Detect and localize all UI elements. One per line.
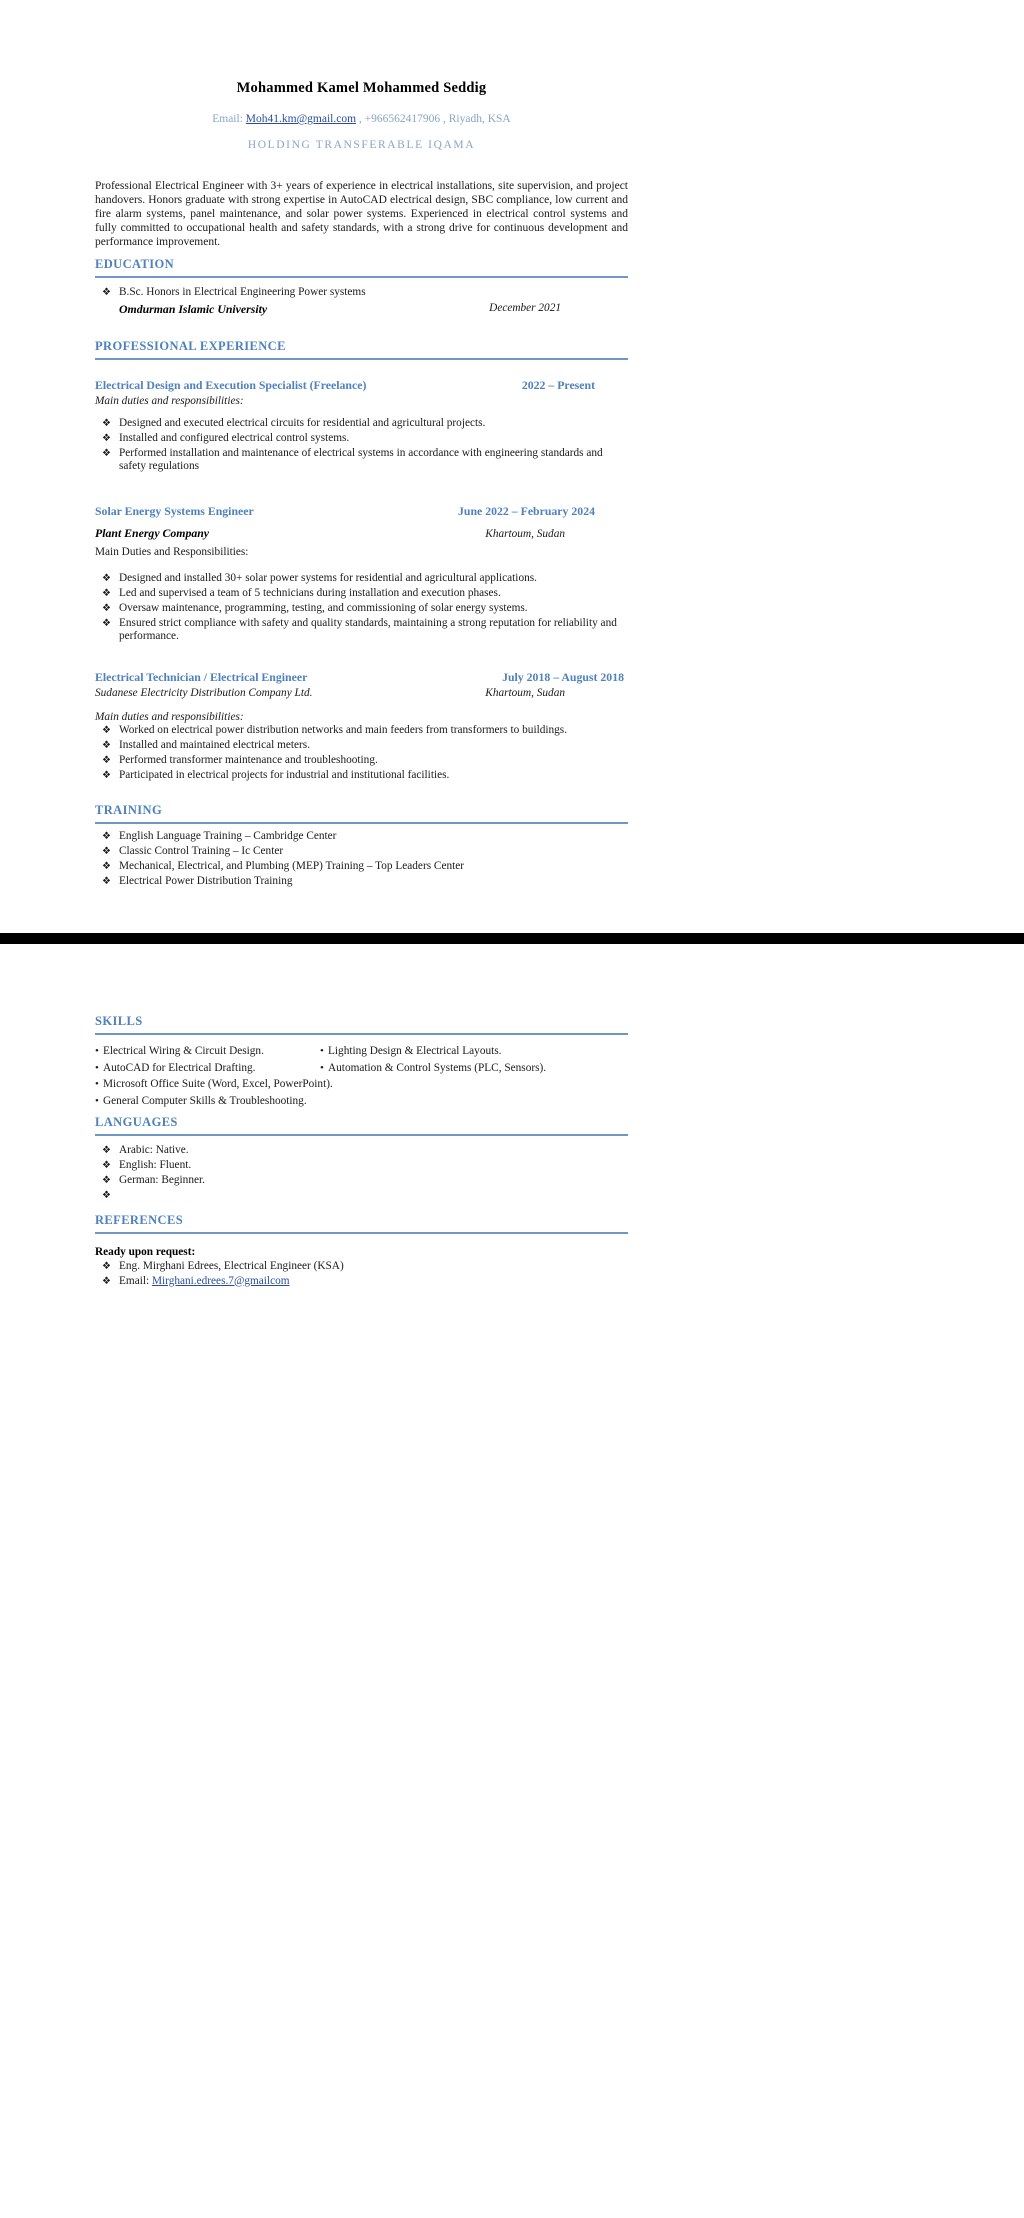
- list-item: ❖ Arabic: Native.: [102, 1144, 189, 1156]
- references-note: Ready upon request:: [95, 1245, 196, 1258]
- list-item: ❖ Participated in electrical projects for industrial and institutional facilities.: [102, 769, 450, 781]
- list-item: ❖ English: Fluent.: [102, 1159, 192, 1171]
- resume-page-1: [0, 0, 1024, 933]
- diamond-bullet-icon: ❖: [102, 860, 111, 872]
- list-item: ❖ Electrical Power Distribution Training: [102, 874, 293, 887]
- email-link[interactable]: Moh41.km@gmail.com: [245, 113, 357, 125]
- contact-line: [95, 113, 628, 125]
- job2-location: Khartoum, Sudan: [485, 527, 565, 540]
- iqama-line: HOLDING TRANSFERABLE IQAMA: [247, 139, 476, 151]
- skills-row: [95, 1093, 628, 1110]
- diamond-bullet-icon: ❖: [102, 1190, 111, 1201]
- diamond-bullet-icon: ❖: [102, 417, 111, 429]
- section-heading-references: REFERENCES: [95, 1213, 628, 1234]
- job3-bullet-list: [95, 724, 628, 783]
- diamond-bullet-icon: ❖: [102, 432, 111, 444]
- list-item: ❖ Designed and installed 30+ solar power systems for residential and agricultural applications.: [102, 571, 537, 584]
- languages-list: [95, 1144, 628, 1203]
- job1-title-row: [95, 378, 628, 393]
- email-label: Email:: [212, 113, 246, 125]
- job3-company-row: [95, 687, 628, 699]
- candidate-name: Mohammed Kamel Mohammed Seddig: [236, 80, 487, 96]
- reference-email-label: Email:: [119, 1274, 152, 1287]
- list-item: [95, 1189, 628, 1203]
- education-degree: B.Sc. Honors in Electrical Engineering Power systems: [119, 286, 366, 298]
- education-date: December 2021: [489, 301, 561, 314]
- diamond-bullet-icon: ❖: [102, 755, 111, 766]
- job3-location: Khartoum, Sudan: [485, 686, 565, 699]
- section-heading-training: TRAINING: [95, 803, 628, 824]
- list-item: ❖ Led and supervised a team of 5 technicians during installation and execution phases.: [102, 586, 501, 599]
- job3-title-row: [95, 670, 628, 685]
- diamond-bullet-icon: ❖: [102, 875, 111, 887]
- contact-tail: , +966562417906 , Riyadh, KSA: [356, 113, 511, 125]
- skills-list: [95, 1043, 628, 1109]
- list-item: ❖ Performed transformer maintenance and troubleshooting.: [102, 754, 378, 766]
- diamond-bullet-icon: ❖: [102, 830, 111, 842]
- diamond-bullet-icon: ❖: [102, 1275, 111, 1287]
- diamond-bullet-icon: ❖: [102, 1145, 111, 1156]
- job2-duties-label: Main Duties and Responsibilities:: [95, 545, 249, 558]
- list-item: ❖ Worked on electrical power distribution networks and main feeders from transformers to buildings.: [102, 724, 568, 736]
- diamond-bullet-icon: ❖: [102, 617, 111, 629]
- dot-bullet-icon: •: [95, 1094, 99, 1107]
- reference-person: Eng. Mirghani Edrees, Electrical Engineer (KSA): [119, 1259, 344, 1272]
- job1-bullet-list: [95, 417, 628, 474]
- list-item: ❖ Ensured strict compliance with safety and quality standards, maintaining a strong reputation for reliability and performance.: [102, 616, 617, 642]
- job1-title: Electrical Design and Execution Specialist (Freelance): [95, 377, 367, 392]
- skills-row: [95, 1060, 628, 1077]
- section-heading-education: EDUCATION: [95, 257, 628, 278]
- diamond-bullet-icon: ❖: [102, 725, 111, 736]
- list-item: ❖ Installed and configured electrical control systems.: [102, 431, 350, 444]
- job2-company: Plant Energy Company: [95, 525, 210, 540]
- section-heading-skills: SKILLS: [95, 1014, 628, 1035]
- list-item: ❖ German: Beginner.: [102, 1174, 205, 1186]
- page-separator: [0, 933, 1024, 944]
- job2-title: Solar Energy Systems Engineer: [95, 503, 254, 518]
- job2-title-row: [95, 504, 628, 519]
- skills-row: [95, 1076, 628, 1093]
- education-school-row: [95, 302, 628, 317]
- skill-item: • Automation & Control Systems (PLC, Sensors).: [320, 1060, 546, 1077]
- diamond-bullet-icon: ❖: [102, 740, 111, 751]
- job1-date: 2022 – Present: [521, 377, 595, 392]
- job3-company: Sudanese Electricity Distribution Company Ltd.: [95, 686, 313, 699]
- section-heading-experience: PROFESSIONAL EXPERIENCE: [95, 339, 628, 360]
- diamond-bullet-icon: ❖: [102, 447, 111, 459]
- list-item: ❖ English Language Training – Cambridge Center: [102, 829, 337, 842]
- dot-bullet-icon: •: [95, 1061, 99, 1074]
- list-item: ❖ Designed and executed electrical circuits for residential and agricultural projects.: [102, 416, 486, 429]
- dot-bullet-icon: •: [95, 1045, 99, 1057]
- diamond-bullet-icon: ❖: [102, 572, 111, 584]
- diamond-bullet-icon: ❖: [102, 602, 111, 614]
- diamond-bullet-icon: ❖: [102, 587, 111, 599]
- list-item: ❖ Classic Control Training – Ic Center: [102, 844, 284, 857]
- reference-email-link[interactable]: Mirghani.edrees.7@gmailcom: [151, 1274, 290, 1287]
- job3-duties-label: Main duties and responsibilities:: [95, 710, 244, 723]
- dot-bullet-icon: •: [320, 1061, 324, 1074]
- dot-bullet-icon: •: [95, 1078, 99, 1090]
- diamond-bullet-icon: ❖: [102, 770, 111, 781]
- list-item: ❖ Performed installation and maintenance of electrical systems in accordance with engineering standards and safety regulations: [102, 446, 603, 472]
- list-item: ❖ Oversaw maintenance, programming, testing, and commissioning of solar energy systems.: [102, 601, 528, 614]
- list-item: ❖ Mechanical, Electrical, and Plumbing (MEP) Training – Top Leaders Center: [102, 859, 465, 872]
- skill-item: • Electrical Wiring & Circuit Design.: [95, 1043, 320, 1060]
- dot-bullet-icon: •: [320, 1045, 324, 1057]
- summary-paragraph: Professional Electrical Engineer with 3+ years of experience in electrical installations, site supervision, and project handovers. Honors graduate with strong expertise in AutoCAD electrical design, SBC compliance, low current and fire alarm systems, panel maintenance, and solar power systems. Experienced in electrical control systems and fully committed to occupational health and safety standards, with a strong drive for continuous development and performance improvement.: [95, 180, 628, 248]
- diamond-bullet-icon: ❖: [102, 845, 111, 857]
- training-list: [95, 830, 628, 889]
- skill-item: • Microsoft Office Suite (Word, Excel, PowerPoint).: [95, 1076, 333, 1093]
- job2-bullet-list: [95, 572, 628, 644]
- education-school: Omdurman Islamic University: [119, 301, 268, 316]
- skill-item: • AutoCAD for Electrical Drafting.: [95, 1060, 320, 1077]
- list-item: ❖ Installed and maintained electrical meters.: [102, 739, 311, 751]
- skill-item: • Lighting Design & Electrical Layouts.: [320, 1043, 502, 1060]
- diamond-bullet-icon: ❖: [102, 287, 111, 298]
- job3-date: July 2018 – August 2018: [502, 669, 624, 684]
- education-list: [95, 286, 628, 300]
- diamond-bullet-icon: ❖: [102, 1160, 111, 1171]
- section-heading-languages: LANGUAGES: [95, 1115, 628, 1136]
- job2-company-row: [95, 526, 628, 541]
- diamond-bullet-icon: ❖: [102, 1175, 111, 1186]
- job1-duties-label: Main duties and responsibilities:: [95, 394, 244, 407]
- diamond-bullet-icon: ❖: [102, 1260, 111, 1272]
- skill-item: • General Computer Skills & Troubleshooting.: [95, 1093, 307, 1110]
- list-item: [95, 1275, 628, 1289]
- skills-row: [95, 1043, 628, 1060]
- references-list: [95, 1260, 628, 1289]
- resume-page-2: [0, 944, 1024, 2218]
- education-degree-item: [95, 286, 628, 300]
- list-item: [95, 1260, 628, 1274]
- job3-title: Electrical Technician / Electrical Engineer: [95, 669, 308, 684]
- job2-date: June 2022 – February 2024: [458, 503, 595, 518]
